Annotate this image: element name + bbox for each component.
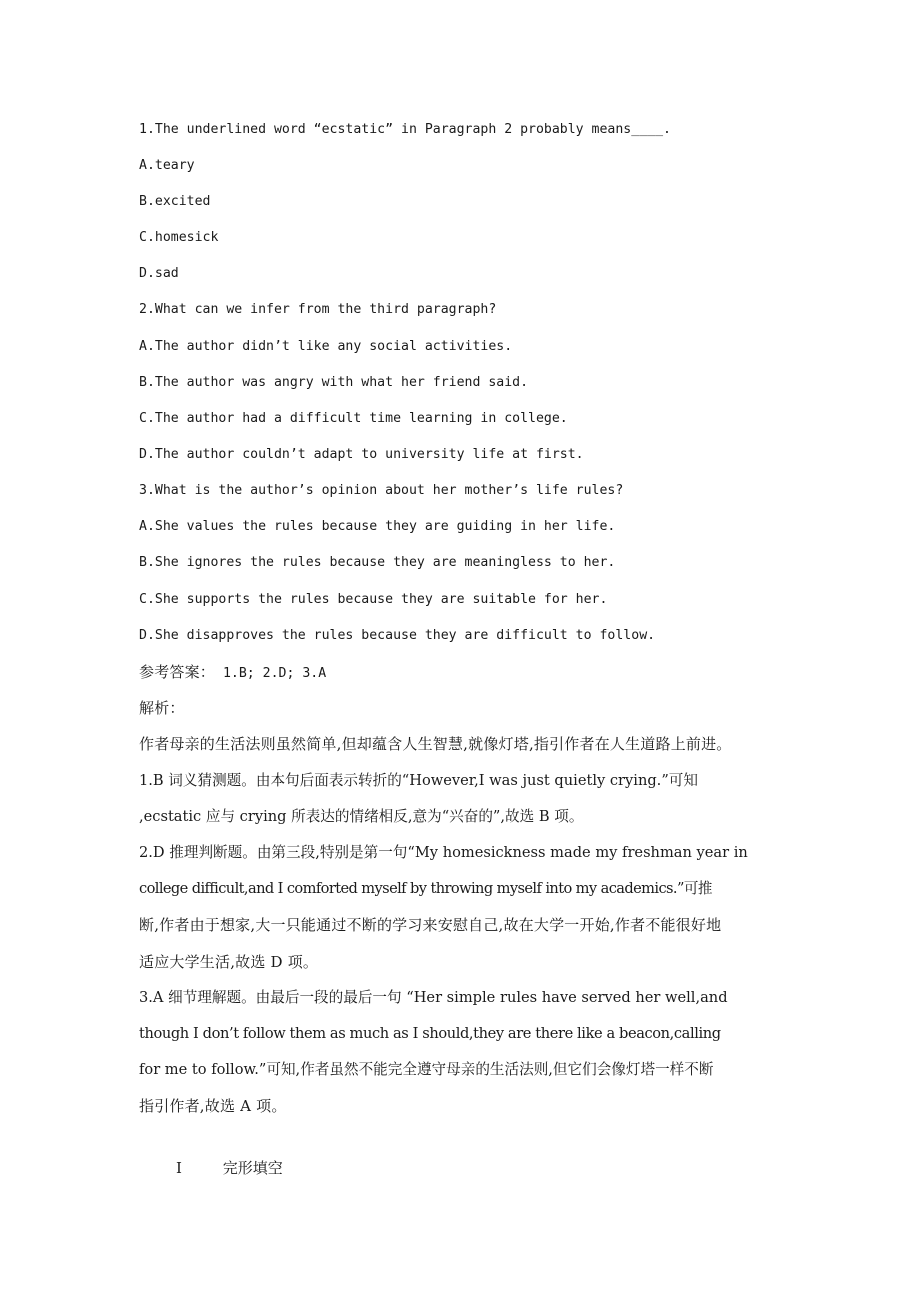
question-1-stem: 1.The underlined word “ecstatic” in Paragraph 2 probably means____.	[139, 122, 671, 137]
question-1-option-d: D.sad	[139, 266, 179, 281]
section-title: 完形填空	[222, 1159, 283, 1177]
answer-key-label: 参考答案：	[139, 663, 216, 681]
question-2-option-d: D.The author couldn’t adapt to university life at first.	[139, 447, 584, 462]
analysis-item-2-line-4: 适应大学生活,故选 D 项。	[139, 953, 319, 971]
answer-key-value: 1.B; 2.D; 3.A	[222, 666, 327, 681]
question-3-option-b: B.She ignores the rules because they are meaningless to her.	[139, 555, 616, 570]
question-2-option-a: A.The author didn’t like any social activities.	[139, 339, 513, 354]
question-2-option-b: B.The author was angry with what her friend said.	[139, 375, 529, 390]
question-2-option-c: C.The author had a difficult time learning in college.	[139, 411, 568, 426]
section-numeral: Ⅰ	[176, 1159, 182, 1177]
analysis-summary: 作者母亲的生活法则虽然简单,但却蕴含人生智慧,就像灯塔,指引作者在人生道路上前进。	[139, 735, 732, 753]
analysis-item-2-line-2: college difficult,and I comforted myself by throwing myself into my academics.”可推	[139, 880, 712, 897]
analysis-item-1-line-2: ,ecstatic 应与 crying 所表达的情绪相反,意为“兴奋的”,故选 B 项。	[139, 808, 584, 825]
answer-key	[139, 662, 326, 684]
question-3-option-a: A.She values the rules because they are guiding in her life.	[139, 519, 616, 534]
analysis-item-2-line-3: 断,作者由于想家,大一只能通过不断的学习来安慰自己,故在大学一开始,作者不能很好地	[139, 916, 722, 934]
analysis-label: 解析：	[139, 699, 185, 717]
question-3-option-c: C.She supports the rules because they are suitable for her.	[139, 592, 608, 607]
question-1-option-b: B.excited	[139, 194, 211, 209]
question-2-stem: 2.What can we infer from the third paragraph?	[139, 302, 497, 317]
analysis-item-3-line-1: 3.A 细节理解题。由最后一段的最后一句 “Her simple rules have served her well,and	[139, 989, 728, 1006]
question-1-option-c: C.homesick	[139, 230, 219, 245]
analysis-item-3-line-4: 指引作者,故选 A 项。	[139, 1097, 287, 1115]
question-1-option-a: A.teary	[139, 158, 195, 173]
question-3-option-d: D.She disapproves the rules because they are difficult to follow.	[139, 628, 656, 643]
analysis-item-3-line-2: though I don’t follow them as much as I should,they are there like a beacon,calling	[139, 1025, 721, 1042]
analysis-item-2-line-1: 2.D 推理判断题。由第三段,特别是第一句“My homesickness made my freshman year in	[139, 844, 748, 861]
analysis-item-3-line-3: for me to follow.”可知,作者虽然不能完全遵守母亲的生活法则,但它们会像灯塔一样不断	[139, 1061, 714, 1078]
question-3-stem: 3.What is the author’s opinion about her mother’s life rules?	[139, 483, 624, 498]
section-heading-cloze	[176, 1157, 283, 1178]
analysis-item-1-line-1: 1.B 词义猜测题。由本句后面表示转折的“However,I was just quietly crying.”可知	[139, 772, 698, 789]
